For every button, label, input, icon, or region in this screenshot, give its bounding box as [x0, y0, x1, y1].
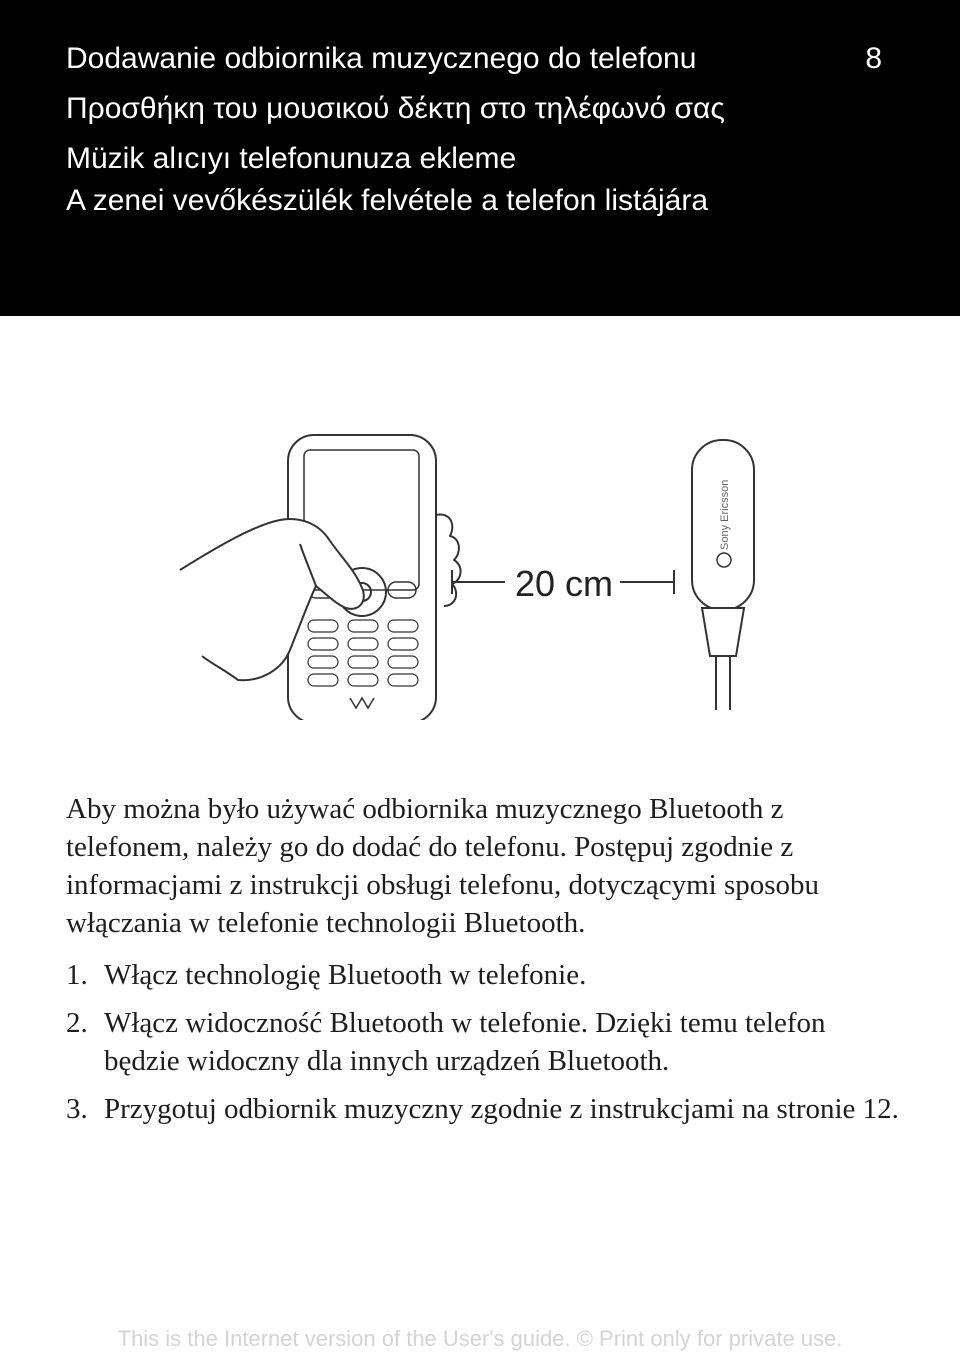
instructions — [66, 790, 906, 1128]
footer-notice: This is the Internet version of the User's guide. © Print only for private use. — [117, 1326, 843, 1351]
title-block — [66, 40, 826, 232]
title-polish: Dodawanie odbiornika muzycznego do telefonu — [66, 42, 697, 75]
step-number: 3. — [66, 1093, 88, 1125]
step-text: Przygotuj odbiornik muzyczny zgodnie z instrukcjami na stronie 12. — [104, 1093, 899, 1125]
step-number: 2. — [66, 1007, 88, 1039]
intro-paragraph: Aby można było używać odbiornika muzycznego Bluetooth z telefonem, należy go do dodać do telefonu. Postępuj zgodnie z informacjami z instrukcji obsługi telefonu, dotyczącymi sposobu włączania w telefonie technologii Bluetooth. — [66, 793, 820, 939]
step-text: Włącz technologię Bluetooth w telefonie. — [104, 959, 587, 991]
device-brand-label: Sony Ericsson — [719, 479, 731, 550]
page-number: 8 — [865, 42, 882, 75]
step-number: 1. — [66, 959, 88, 991]
title-hungarian: A zenei vevőkészülék felvétele a telefon listájára — [66, 184, 709, 217]
step-item — [66, 956, 906, 994]
step-text: Włącz widoczność Bluetooth w telefonie. Dzięki temu telefon będzie widoczny dla innych urządzeń Bluetooth. — [104, 1007, 826, 1077]
title-turkish: Müzik alıcıyı telefonunuza ekleme — [66, 142, 517, 175]
step-item — [66, 1090, 906, 1128]
distance-label: 20 cm — [514, 563, 614, 604]
pairing-illustration — [150, 420, 810, 720]
header-band — [0, 0, 960, 316]
step-item — [66, 1004, 906, 1080]
title-greek: Προσθήκη του μουσικού δέκτη στο τηλέφωνό σας — [66, 92, 725, 125]
